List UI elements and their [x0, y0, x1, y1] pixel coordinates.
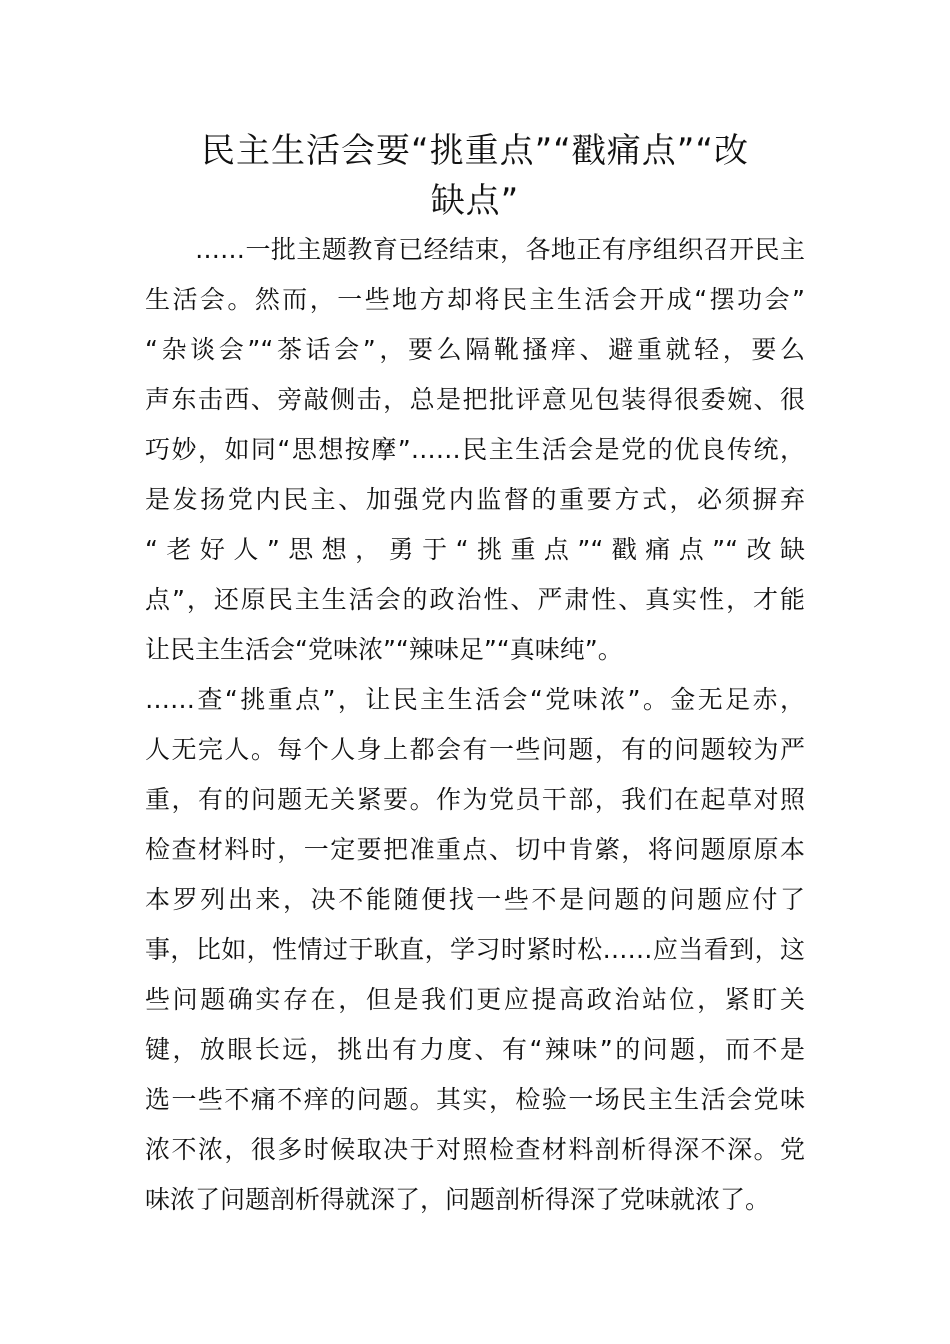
paragraph-line: 本罗列出来，决不能随便找一些不是问题的问题应付了 — [145, 885, 805, 914]
title-line-1: 民主生活会要“挑重点”“戳痛点”“改 — [200, 131, 750, 171]
paragraph-line: 巧妙，如同“思想按摩”……民主生活会是党的优良传统， — [145, 435, 805, 464]
paragraph-line: 重，有的问题无关紧要。作为党员干部，我们在起草对照 — [145, 785, 805, 814]
paragraph-line: 是发扬党内民主、加强党内监督的重要方式，必须摒弃 — [145, 485, 805, 514]
paragraph-line: ……一批主题教育已经结束，各地正有序组织召开民主 — [195, 235, 805, 264]
paragraph-line: 事，比如，性情过于耿直，学习时紧时松……应当看到，这 — [145, 935, 805, 964]
paragraph-line: 些问题确实存在，但是我们更应提高政治站位，紧盯关 — [145, 985, 805, 1014]
document-title — [145, 126, 805, 226]
paragraph-line: 声东击西、旁敲侧击，总是把批评意见包装得很委婉、很 — [145, 385, 805, 414]
paragraph-line: 点”，还原民主生活会的政治性、严肃性、真实性，才能 — [145, 585, 805, 614]
paragraph-line: 味浓了问题剖析得就深了，问题剖析得深了党味就浓了。 — [145, 1185, 771, 1214]
paragraph-line: 让民主生活会“党味浓”“辣味足”“真味纯”。 — [145, 635, 623, 664]
paragraph-line: 检查材料时，一定要把准重点、切中肯綮，将问题原原本 — [145, 835, 805, 864]
paragraph-line: “老好人”思想，勇于“挑重点”“戳痛点”“改缺 — [145, 535, 805, 564]
paragraph-line: ……查“挑重点”，让民主生活会“党味浓”。金无足赤， — [145, 685, 805, 714]
title-line-2: 缺点” — [430, 181, 520, 221]
paragraph-line: 选一些不痛不痒的问题。其实，检验一场民主生活会党味 — [145, 1085, 805, 1114]
paragraph-line: 人无完人。每个人身上都会有一些问题，有的问题较为严 — [145, 735, 805, 764]
paragraph-line: 生活会。然而，一些地方却将民主生活会开成“摆功会” — [145, 285, 805, 314]
paragraph-line: 键，放眼长远，挑出有力度、有“辣味”的问题，而不是 — [145, 1035, 805, 1064]
paragraph-line: “杂谈会”“茶话会”，要么隔靴搔痒、避重就轻，要么 — [145, 335, 805, 364]
paragraph-line: 浓不浓，很多时候取决于对照检查材料剖析得深不深。党 — [145, 1135, 805, 1164]
